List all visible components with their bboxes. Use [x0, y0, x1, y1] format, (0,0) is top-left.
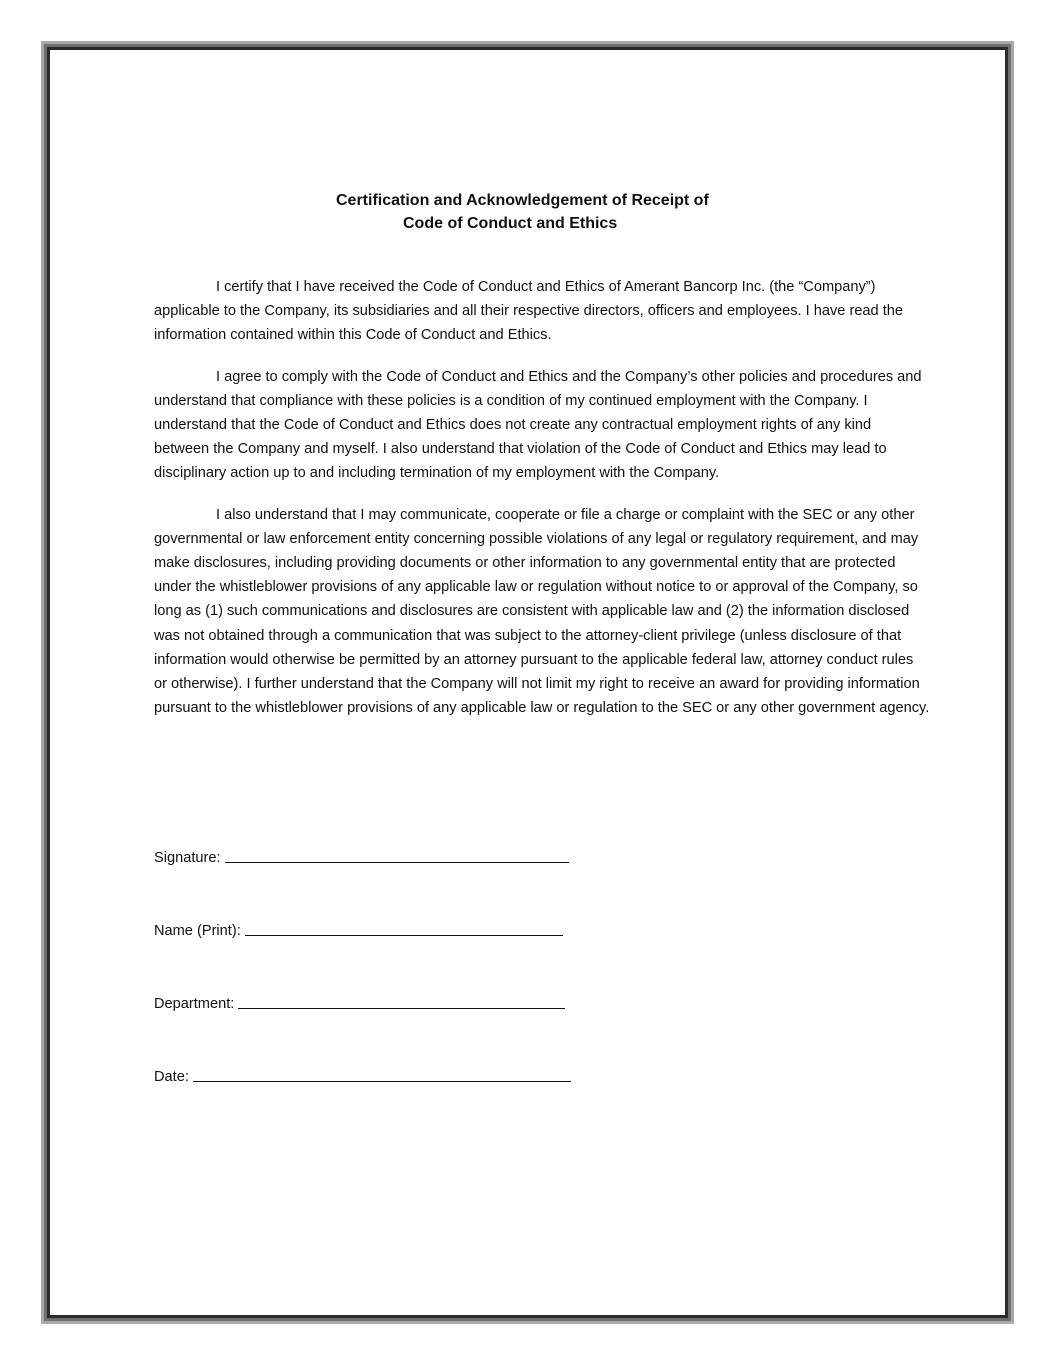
department-label: Department: — [154, 996, 235, 1012]
name-print-line[interactable] — [245, 921, 563, 936]
title-line-2: Code of Conduct and Ethics — [403, 215, 618, 232]
paragraph-compliance: I agree to comply with the Code of Conduct and Ethics and the Company’s other policies and procedures and understand that compliance with these policies is a condition of my continued employment with the Company. I understand that the Code of Conduct and Ethics does not create any contractual employment rights of any kind between the Company and myself. I also understand that violation of the Code of Conduct and Ethics may lead to disciplinary action up to and including termination of my employment with the Company. — [154, 368, 922, 482]
name-print-label: Name (Print): — [154, 923, 241, 939]
department-field[interactable] — [154, 988, 565, 1012]
document-body — [154, 275, 930, 737]
signature-label: Signature: — [154, 850, 221, 866]
signature-line[interactable] — [225, 848, 569, 863]
paragraph-whistleblower: I also understand that I may communicate, cooperate or file a charge or complaint with the SEC or any other governmental or law enforcement entity concerning possible violations of any legal or regulatory requirement, and may make disclosures, including providing documents or other information to any governmental entity that are protected under the whistleblower provisions of any applicable law or regulation without notice to or approval of the Company, so long as (1) such communications and disclosures are consistent with applicable law and (2) the information disclosed was not obtained through a communication that was subject to the attorney-client privilege (unless disclosure of that information would otherwise be permitted by an attorney pursuant to the applicable federal law, attorney conduct rules or otherwise). I further understand that the Company will not limit my right to receive an award for providing information pursuant to the whistleblower provisions of any applicable law or regulation to the SEC or any other government agency. — [154, 506, 930, 717]
paragraph-receipt: I certify that I have received the Code of Conduct and Ethics of Amerant Bancorp Inc. (the “Company”) applicable to the Company, its subsidiaries and all their respective directors, officers and employees. I have read the information contained within this Code of Conduct and Ethics. — [154, 279, 904, 344]
date-label: Date: — [154, 1069, 189, 1085]
date-line[interactable] — [193, 1067, 571, 1082]
name-print-field[interactable] — [154, 915, 563, 939]
department-line[interactable] — [238, 994, 565, 1009]
date-field[interactable] — [154, 1061, 571, 1085]
title-line-1: Certification and Acknowledgement of Receipt of — [336, 192, 709, 209]
signature-field[interactable] — [154, 842, 569, 866]
